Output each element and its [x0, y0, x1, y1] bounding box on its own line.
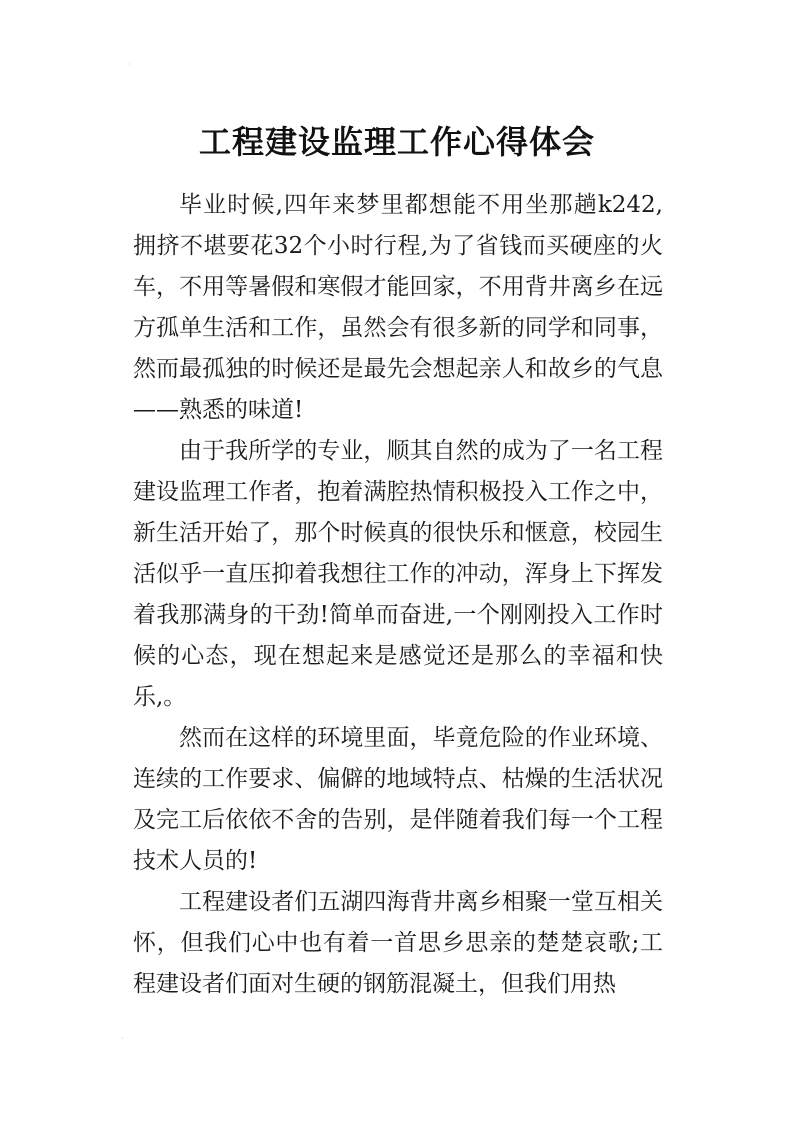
document-body [133, 185, 663, 1005]
paragraph-1: 毕业时候,四年来梦里都想能不用坐那趟k242,拥挤不堪要花32个小时行程,为了省钱而买硬座的火车，不用等暑假和寒假才能回家，不用背井离乡在远方孤单生活和工作，虽然会有很多新的同学和同事，然而最孤独的时候还是最先会想起亲人和故乡的气息——熟悉的味道! [133, 192, 663, 423]
paragraph-4: 工程建设者们五湖四海背井离乡相聚一堂互相关怀，但我们心中也有着一首思乡思亲的楚楚哀歌;工程建设者们面对生硬的钢筋混凝土，但我们用热 [133, 889, 663, 997]
page-corner-mark-top: · [128, 60, 131, 69]
paragraph-2: 由于我所学的专业，顺其自然的成为了一名工程建设监理工作者，抱着满腔热情积极投入工作之中，新生活开始了，那个时候真的很快乐和惬意，校园生活似乎一直压抑着我想往工作的冲动，浑身上下挥发着我那满身的干劲!简单而奋进,一个刚刚投入工作时候的心态，现在想起来是感觉还是那么的幸福和快乐,。 [133, 438, 663, 710]
page-corner-mark-bottom: ˏ [120, 1030, 124, 1039]
paragraph-3: 然而在这样的环境里面，毕竟危险的作业环境、连续的工作要求、偏僻的地域特点、枯燥的生活状况及完工后依依不舍的告别，是伴随着我们每一个工程技术人员的! [133, 725, 663, 874]
document-title: 工程建设监理工作心得体会 [198, 123, 595, 162]
